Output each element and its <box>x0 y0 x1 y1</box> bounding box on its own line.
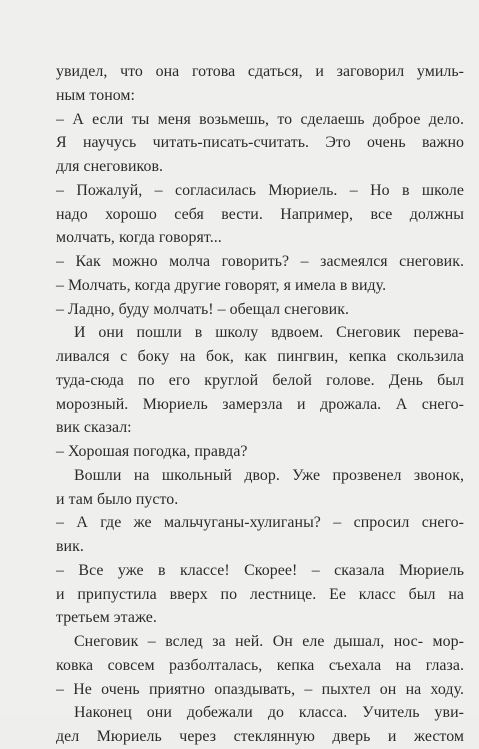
text-line: – Пожалуй, – согласилась Мюриель. – Но в школе <box>56 181 464 199</box>
text-line: – А если ты меня возьмешь, то сделаешь доброе дело. <box>56 110 464 128</box>
text-line: Вошли на школьный двор. Уже прозвенел звонок, <box>74 466 464 484</box>
text-line: ливался с боку на бок, как пингвин, кепка скользила <box>56 348 464 365</box>
text-line: и там было пусто. <box>56 490 179 508</box>
text-line: – Как можно молча говорить? – засмеялся снеговик. <box>56 253 464 270</box>
text-line: вик сказал: <box>56 419 132 437</box>
text-line: – Хорошая погодка, правда? <box>56 443 248 460</box>
text-line: третьем этаже. <box>56 609 157 627</box>
text-line: увидел, что она готова сдаться, и заговорил умиль- <box>56 63 464 80</box>
text-line: вик. <box>56 538 84 555</box>
text-line: надо хорошо себя вести. Например, все должны <box>56 205 464 223</box>
story-text <box>56 60 464 749</box>
text-line: – Ладно, буду молчать! – обещал снеговик. <box>56 300 350 318</box>
text-line: туда-сюда по его круглой белой голове. День был <box>56 371 464 389</box>
text-line: и припустила вверх по лестнице. Ее класс был на <box>56 585 464 603</box>
text-line: Я научусь читать-писать-считать. Это очень важно <box>56 134 464 152</box>
text-line: для снеговиков. <box>56 158 164 175</box>
text-line: – Молчать, когда другие говорят, я имела в виду. <box>56 276 387 294</box>
text-line: Снеговик – вслед за ней. Он еле дышал, нос- мор- <box>74 633 464 650</box>
text-line: Наконец они добежали до класса. Учитель уви- <box>74 704 464 722</box>
text-line: морозный. Мюриель замерзла и дрожала. А снего- <box>56 395 464 413</box>
text-line: молчать, когда говорят... <box>56 229 222 247</box>
text-line: – Все уже в классе! Скорее! – сказала Мюриель <box>56 561 464 579</box>
text-line: дел Мюриель через стеклянную дверь и жестом <box>56 728 464 745</box>
text-line: – А где же мальчуганы-хулиганы? – спросил снего- <box>56 514 464 532</box>
text-line: ным тоном: <box>56 86 136 104</box>
text-line: ковка совсем разболталась, кепка съехала на глаза. <box>56 656 464 674</box>
text-line: И они пошли в школу вдвоем. Снеговик перева- <box>74 324 464 342</box>
text-line: – Не очень приятно опаздывать, – пыхтел он на ходу. <box>56 680 464 698</box>
